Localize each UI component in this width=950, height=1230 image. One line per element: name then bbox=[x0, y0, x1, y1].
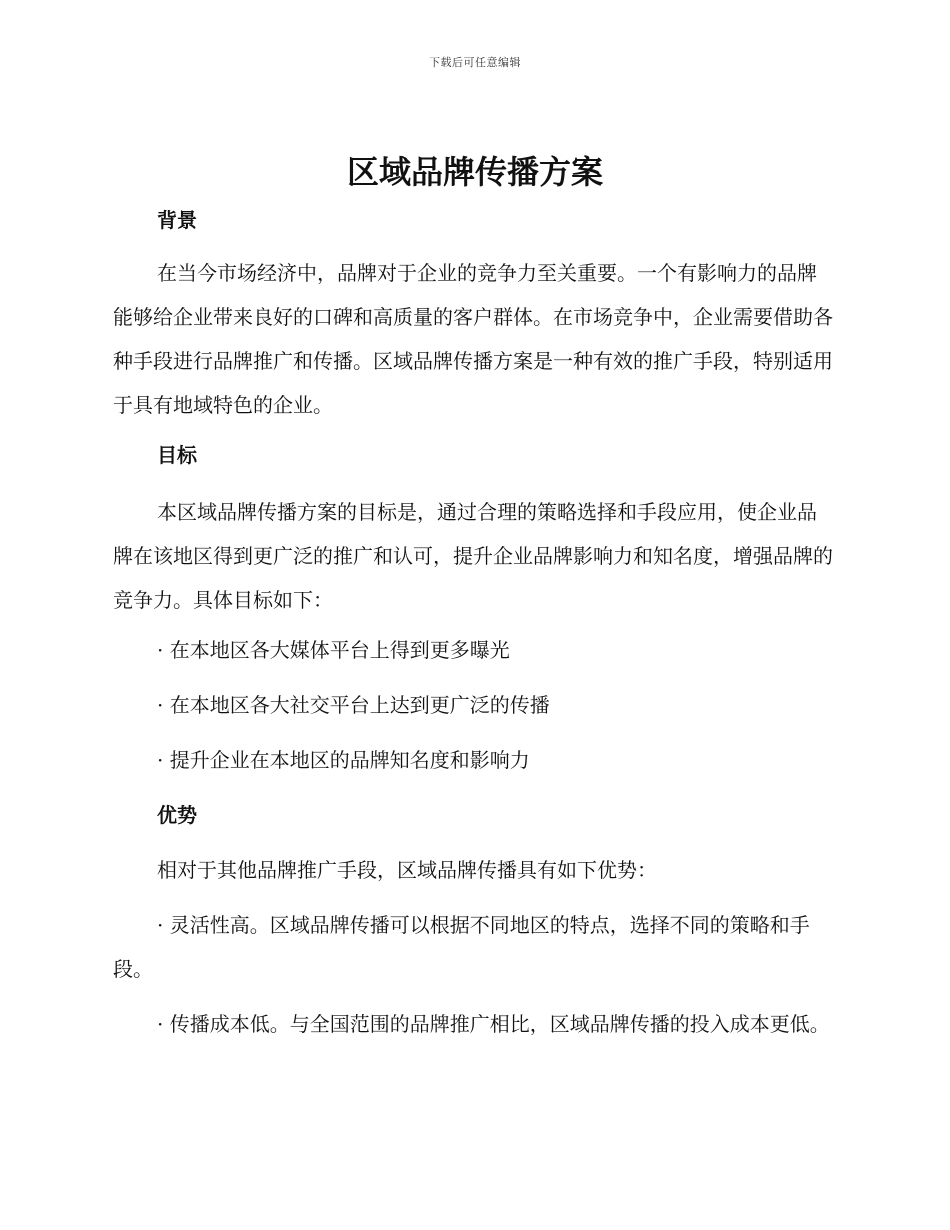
advantages-paragraph: 相对于其他品牌推广手段，区域品牌传播具有如下优势： bbox=[157, 858, 657, 882]
goals-list-item: · 在本地区各大社交平台上达到更广泛的传播 bbox=[157, 693, 550, 717]
goals-list-item: · 提升企业在本地区的品牌知名度和影响力 bbox=[157, 748, 530, 772]
goals-paragraph: 本区域品牌传播方案的目标是，通过合理的策略选择和手段应用，使企业品牌在该地区得到更广泛的推广和认可，提升企业品牌影响力和知名度，增强品牌的竞争力。具体目标如下： bbox=[113, 500, 833, 612]
advantages-list-item: · 灵活性高。区域品牌传播可以根据不同地区的特点，选择不同的策略和手段。 bbox=[113, 913, 810, 981]
background-paragraph: 在当今市场经济中，品牌对于企业的竞争力至关重要。一个有影响力的品牌能够给企业带来良好的口碑和高质量的客户群体。在市场竞争中，企业需要借助各种手段进行品牌推广和传播。区域品牌传播方案是一种有效的推广手段，特别适用于具有地域特色的企业。 bbox=[113, 261, 833, 417]
advantages-list-item: · 传播成本低。与全国范围的品牌推广相比，区域品牌传播的投入成本更低。 bbox=[157, 1012, 830, 1036]
section-heading-goals: 目标 bbox=[157, 443, 197, 467]
page-header-note: 下载后可任意编辑 bbox=[429, 56, 521, 69]
goals-list-item: · 在本地区各大媒体平台上得到更多曝光 bbox=[157, 638, 510, 662]
section-heading-advantages: 优势 bbox=[157, 803, 197, 827]
section-heading-background: 背景 bbox=[157, 208, 197, 232]
document-title: 区域品牌传播方案 bbox=[346, 153, 603, 191]
